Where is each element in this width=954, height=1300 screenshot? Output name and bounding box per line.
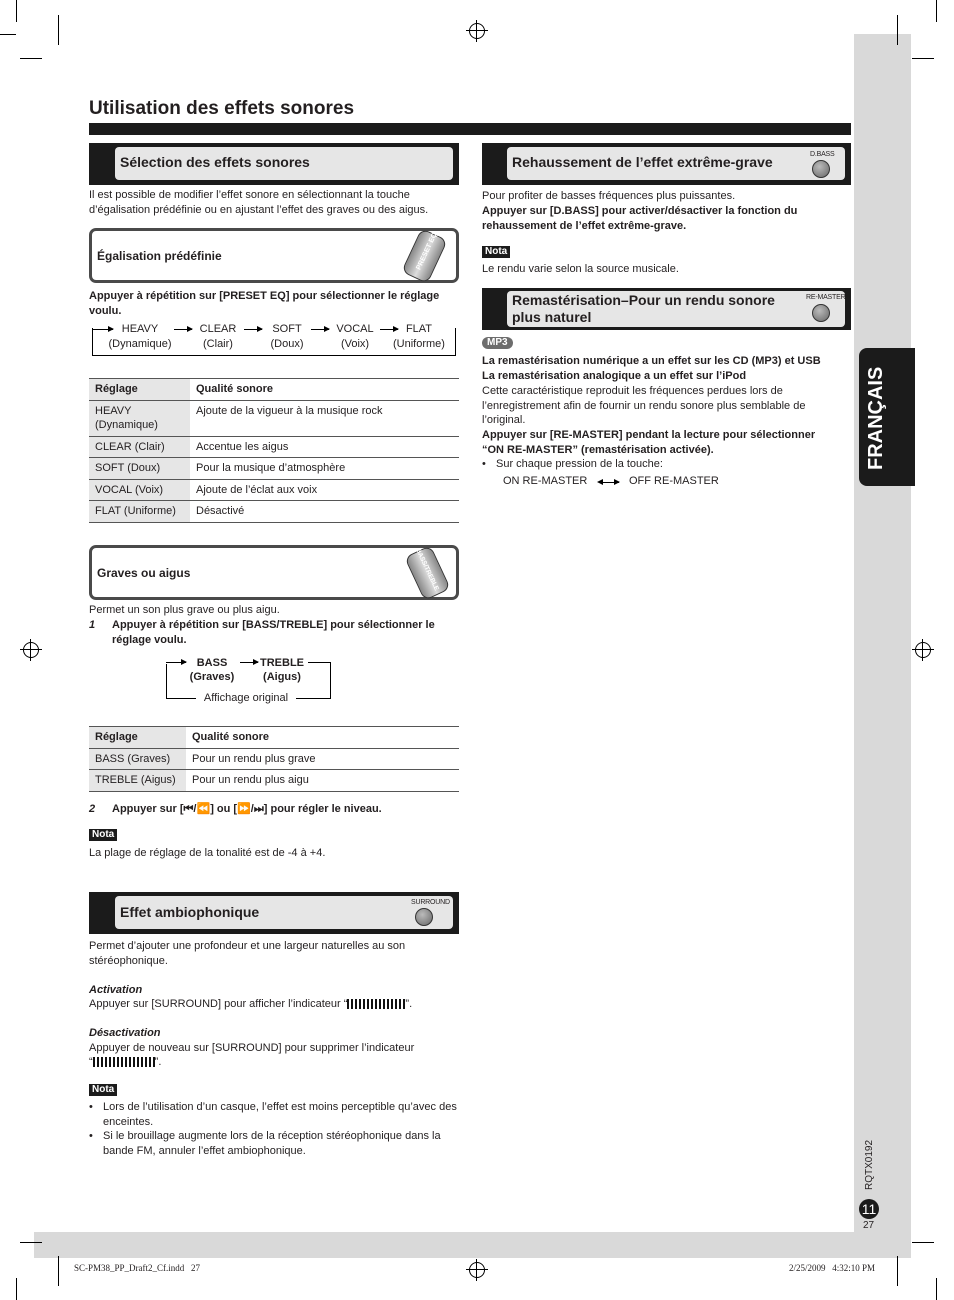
table-header: Qualité sonore — [186, 727, 459, 749]
table-row — [89, 748, 459, 770]
registration-mark-icon — [23, 642, 39, 658]
cycle-line — [166, 664, 167, 699]
crop-mark — [0, 34, 16, 35]
bullet-icon: • — [482, 458, 486, 470]
cycle-item — [105, 322, 175, 352]
step-text: Appuyer à répétition sur [BASS/TREBLE] pour sélectionner le réglage voulu. — [112, 619, 435, 646]
crop-mark — [912, 1242, 934, 1243]
crop-mark — [897, 15, 898, 45]
subsection-heading: Graves ou aigus — [97, 566, 191, 580]
list-item-text: Sur chaque pression de la touche: — [496, 458, 663, 470]
deactivation-text — [89, 1055, 161, 1070]
registration-mark-icon — [469, 23, 485, 39]
activation-text — [89, 997, 459, 1012]
title-bar — [89, 123, 851, 135]
table-cell: Accentue les aigus — [190, 436, 459, 458]
bass-treble-intro: Permet un son plus grave ou plus aigu. — [89, 604, 280, 616]
deactivation-label: Désactivation — [89, 1027, 161, 1039]
step-text-part: ] ou [ — [210, 803, 238, 815]
remaster-line: La remastérisation numérique a un effet sur les CD (MP3) et USB — [482, 355, 821, 367]
table-header: Réglage — [89, 379, 190, 401]
list-item-text: Lors de l’utilisation d’un casque, l’effet est moins perceptible qu’avec des enceintes. — [103, 1101, 457, 1128]
bass-treble-button-label: BASS/TREBLE — [414, 547, 440, 592]
table-row — [89, 400, 459, 436]
table-header: Réglage — [89, 727, 186, 749]
bullet-list — [89, 1100, 459, 1158]
step-number: 2 — [89, 803, 96, 815]
table-cell: Ajoute de la vigueur à la musique rock — [190, 400, 459, 436]
crop-mark — [912, 58, 934, 59]
remaster-off-label: OFF RE-MASTER — [629, 475, 719, 487]
remaster-line: La remastérisation analogique a un effet sur l’iPod — [482, 370, 747, 382]
crop-mark — [16, 1278, 17, 1300]
step-text-part: / — [193, 803, 197, 815]
fast-forward-icon: ⏩ — [237, 803, 251, 815]
table-row — [89, 436, 459, 458]
arrow-left-icon — [597, 479, 603, 485]
bass-treble-cycle — [160, 654, 340, 714]
deactivation-text: Appuyer de nouveau sur [SURROUND] pour supprimer l’indicateur — [89, 1042, 415, 1054]
cycle-item-fr: (Doux) — [270, 338, 304, 350]
side-strip — [854, 34, 911, 1232]
cycle-line — [330, 662, 331, 699]
subsection-heading: Égalisation prédéfinie — [97, 249, 222, 263]
cycle-line — [92, 328, 93, 356]
step-text — [112, 802, 459, 817]
footer-left: SC-PM38_PP_Draft2_Cf.indd 27 — [74, 1263, 201, 1273]
preset-table — [89, 378, 459, 523]
cycle-line — [455, 328, 456, 356]
step-text-part: / — [250, 803, 254, 815]
dbass-button-icon — [812, 160, 830, 178]
text-part: ”. — [405, 998, 413, 1010]
cycle-item-name: VOCAL — [336, 323, 374, 335]
section-heading: Sélection des effets sonores — [115, 147, 453, 180]
text-part: ”. — [154, 1056, 162, 1068]
table-cell: VOCAL (Voix) — [89, 479, 190, 501]
crop-mark — [936, 0, 937, 22]
table-cell: SOFT (Doux) — [89, 458, 190, 480]
cycle-item-fr: (Clair) — [203, 338, 233, 350]
cycle-item — [189, 322, 247, 352]
crop-mark — [20, 1242, 42, 1243]
text-part: Appuyer sur [SURROUND] pour afficher l’indicateur “ — [89, 998, 348, 1010]
skip-back-icon: ⏮ — [183, 803, 194, 815]
step-text-part: Appuyer sur [ — [112, 803, 184, 815]
cycle-line — [166, 698, 196, 699]
cycle-item-name: FLAT — [405, 323, 433, 335]
cycle-line — [296, 698, 330, 699]
cycle-item-name: TREBLE — [260, 657, 304, 669]
surround-button-icon — [415, 908, 433, 926]
remaster-desc: Cette caractéristique reproduit les fréquences perdues lors de l’enregistrement afin de fournir un rendu sonore plus semblable de l’original. — [482, 385, 806, 426]
rewind-icon: ⏪ — [196, 803, 211, 815]
table-cell: Pour la musique d’atmosphère — [190, 458, 459, 480]
footer-right: 2/25/2009 4:32:10 PM — [789, 1263, 876, 1273]
remaster-button-label: RE-MASTER — [806, 294, 846, 301]
table-row — [89, 501, 459, 523]
cycle-item-fr: (Uniforme) — [393, 338, 445, 350]
table-cell: Ajoute de l’éclat aux voix — [190, 479, 459, 501]
page-number: 27 — [863, 1220, 875, 1231]
table-cell: Désactivé — [190, 501, 459, 523]
text-part: “ — [89, 1056, 93, 1068]
cycle-item-fr: (Voix) — [340, 338, 370, 350]
bullet-icon: • — [89, 1130, 93, 1142]
table-header-row — [89, 379, 459, 401]
section-heading: Effet ambiophonique — [115, 896, 453, 929]
cycle-item — [259, 322, 315, 352]
list-item — [482, 457, 851, 472]
cycle-arrow — [166, 662, 186, 663]
nota-tag: Nota — [89, 829, 117, 841]
page-title: Utilisation des effets sonores — [89, 98, 355, 119]
remaster-on-label: ON RE-MASTER — [503, 475, 588, 487]
dbass-intro: Pour profiter de basses fréquences plus puissantes. — [482, 190, 736, 202]
remaster-instruction: Appuyer sur [RE-MASTER] pendant la lecture pour sélectionner “ON RE-MASTER” (remastérisation activée). — [482, 429, 816, 456]
section-heading: Remastérisation–Pour un rendu sonore plus naturel — [507, 291, 845, 327]
crop-mark — [936, 1278, 937, 1300]
table-cell: FLAT (Uniforme) — [89, 501, 190, 523]
table-cell: Pour un rendu plus aigu — [186, 770, 459, 792]
bottom-strip — [34, 1232, 911, 1258]
registration-mark-icon — [915, 642, 931, 658]
cycle-item-name: HEAVY — [121, 323, 159, 335]
remaster-button-icon — [812, 304, 830, 322]
crop-mark — [58, 1256, 59, 1286]
table-cell: Pour un rendu plus grave — [186, 748, 459, 770]
mp3-badge: MP3 — [482, 337, 513, 349]
table-cell: HEAVY (Dynamique) — [89, 400, 190, 436]
cycle-item-fr: (Aigus) — [263, 671, 301, 683]
selection-intro: Il est possible de modifier l’effet sonore en sélectionnant la touche d’égalisation prédéfinie ou en ajustant l’effet des graves ou des aigus. — [89, 189, 429, 216]
nota-tag: Nota — [89, 1084, 117, 1096]
preset-cycle — [89, 316, 459, 360]
dbass-instruction: Appuyer sur [D.BASS] pour activer/désactiver la fonction du rehaussement de l’effet extrême-grave. — [482, 205, 798, 232]
table-row — [89, 458, 459, 480]
nota-text: Le rendu varie selon la source musicale. — [482, 263, 679, 275]
cycle-item-fr: (Dynamique) — [108, 338, 172, 350]
nota-tag: Nota — [482, 246, 510, 258]
crop-mark — [58, 15, 59, 45]
section-heading: Rehaussement de l’effet extrême-grave — [507, 147, 845, 180]
dbass-button-label: D.BASS — [810, 151, 835, 158]
cycle-item — [184, 656, 240, 684]
table-row — [89, 770, 459, 792]
step-number: 1 — [89, 619, 96, 631]
cycle-item — [254, 656, 310, 684]
nota-text: La plage de réglage de la tonalité est de -4 à +4. — [89, 847, 326, 859]
list-item-text: Si le brouillage augmente lors de la réception stéréophonique dans la bande FM, annuler l’effet ambiophonique. — [103, 1130, 441, 1157]
step-text-part: ] pour régler le niveau. — [263, 803, 382, 815]
cycle-item — [327, 322, 383, 352]
doc-code: RQTX0192 — [864, 1139, 875, 1190]
bass-treble-table — [89, 726, 459, 792]
crop-mark — [20, 58, 42, 59]
list-item — [89, 1129, 459, 1158]
cycle-item-name: SOFT — [272, 323, 302, 335]
cycle-return-label: Affichage original — [203, 692, 289, 704]
cycle-item — [389, 322, 449, 352]
crop-mark — [16, 0, 17, 22]
bullet-icon: • — [89, 1101, 93, 1113]
cycle-item-name: CLEAR — [199, 323, 237, 335]
toggle-arrows-icon — [597, 478, 621, 486]
surround-button-label: SURROUND — [411, 899, 450, 906]
table-header-row — [89, 727, 459, 749]
table-header: Qualité sonore — [190, 379, 459, 401]
surround-indicator-icon — [347, 999, 405, 1009]
cycle-item-name: BASS — [196, 657, 228, 669]
page-badge: 11 — [859, 1199, 879, 1219]
language-tab-label: FRANÇAIS — [865, 366, 887, 470]
skip-forward-icon: ⏭ — [253, 803, 264, 815]
list-item — [89, 1100, 459, 1129]
preset-eq-button-label: PRESET EQ — [415, 231, 439, 272]
preset-instruction: Appuyer à répétition sur [PRESET EQ] pour sélectionner le réglage voulu. — [89, 290, 440, 317]
crop-mark — [897, 1256, 898, 1286]
surround-indicator-icon — [93, 1057, 155, 1067]
cycle-item-fr: (Graves) — [189, 671, 235, 683]
cycle-line — [92, 355, 455, 356]
surround-intro: Permet d’ajouter une profondeur et une largeur naturelles au son stéréophonique. — [89, 940, 406, 967]
table-row — [89, 479, 459, 501]
cycle-line — [308, 662, 330, 663]
table-cell: BASS (Graves) — [89, 748, 186, 770]
registration-mark-icon — [469, 1262, 485, 1278]
table-cell: CLEAR (Clair) — [89, 436, 190, 458]
activation-label: Activation — [89, 984, 143, 996]
table-cell: TREBLE (Aigus) — [89, 770, 186, 792]
